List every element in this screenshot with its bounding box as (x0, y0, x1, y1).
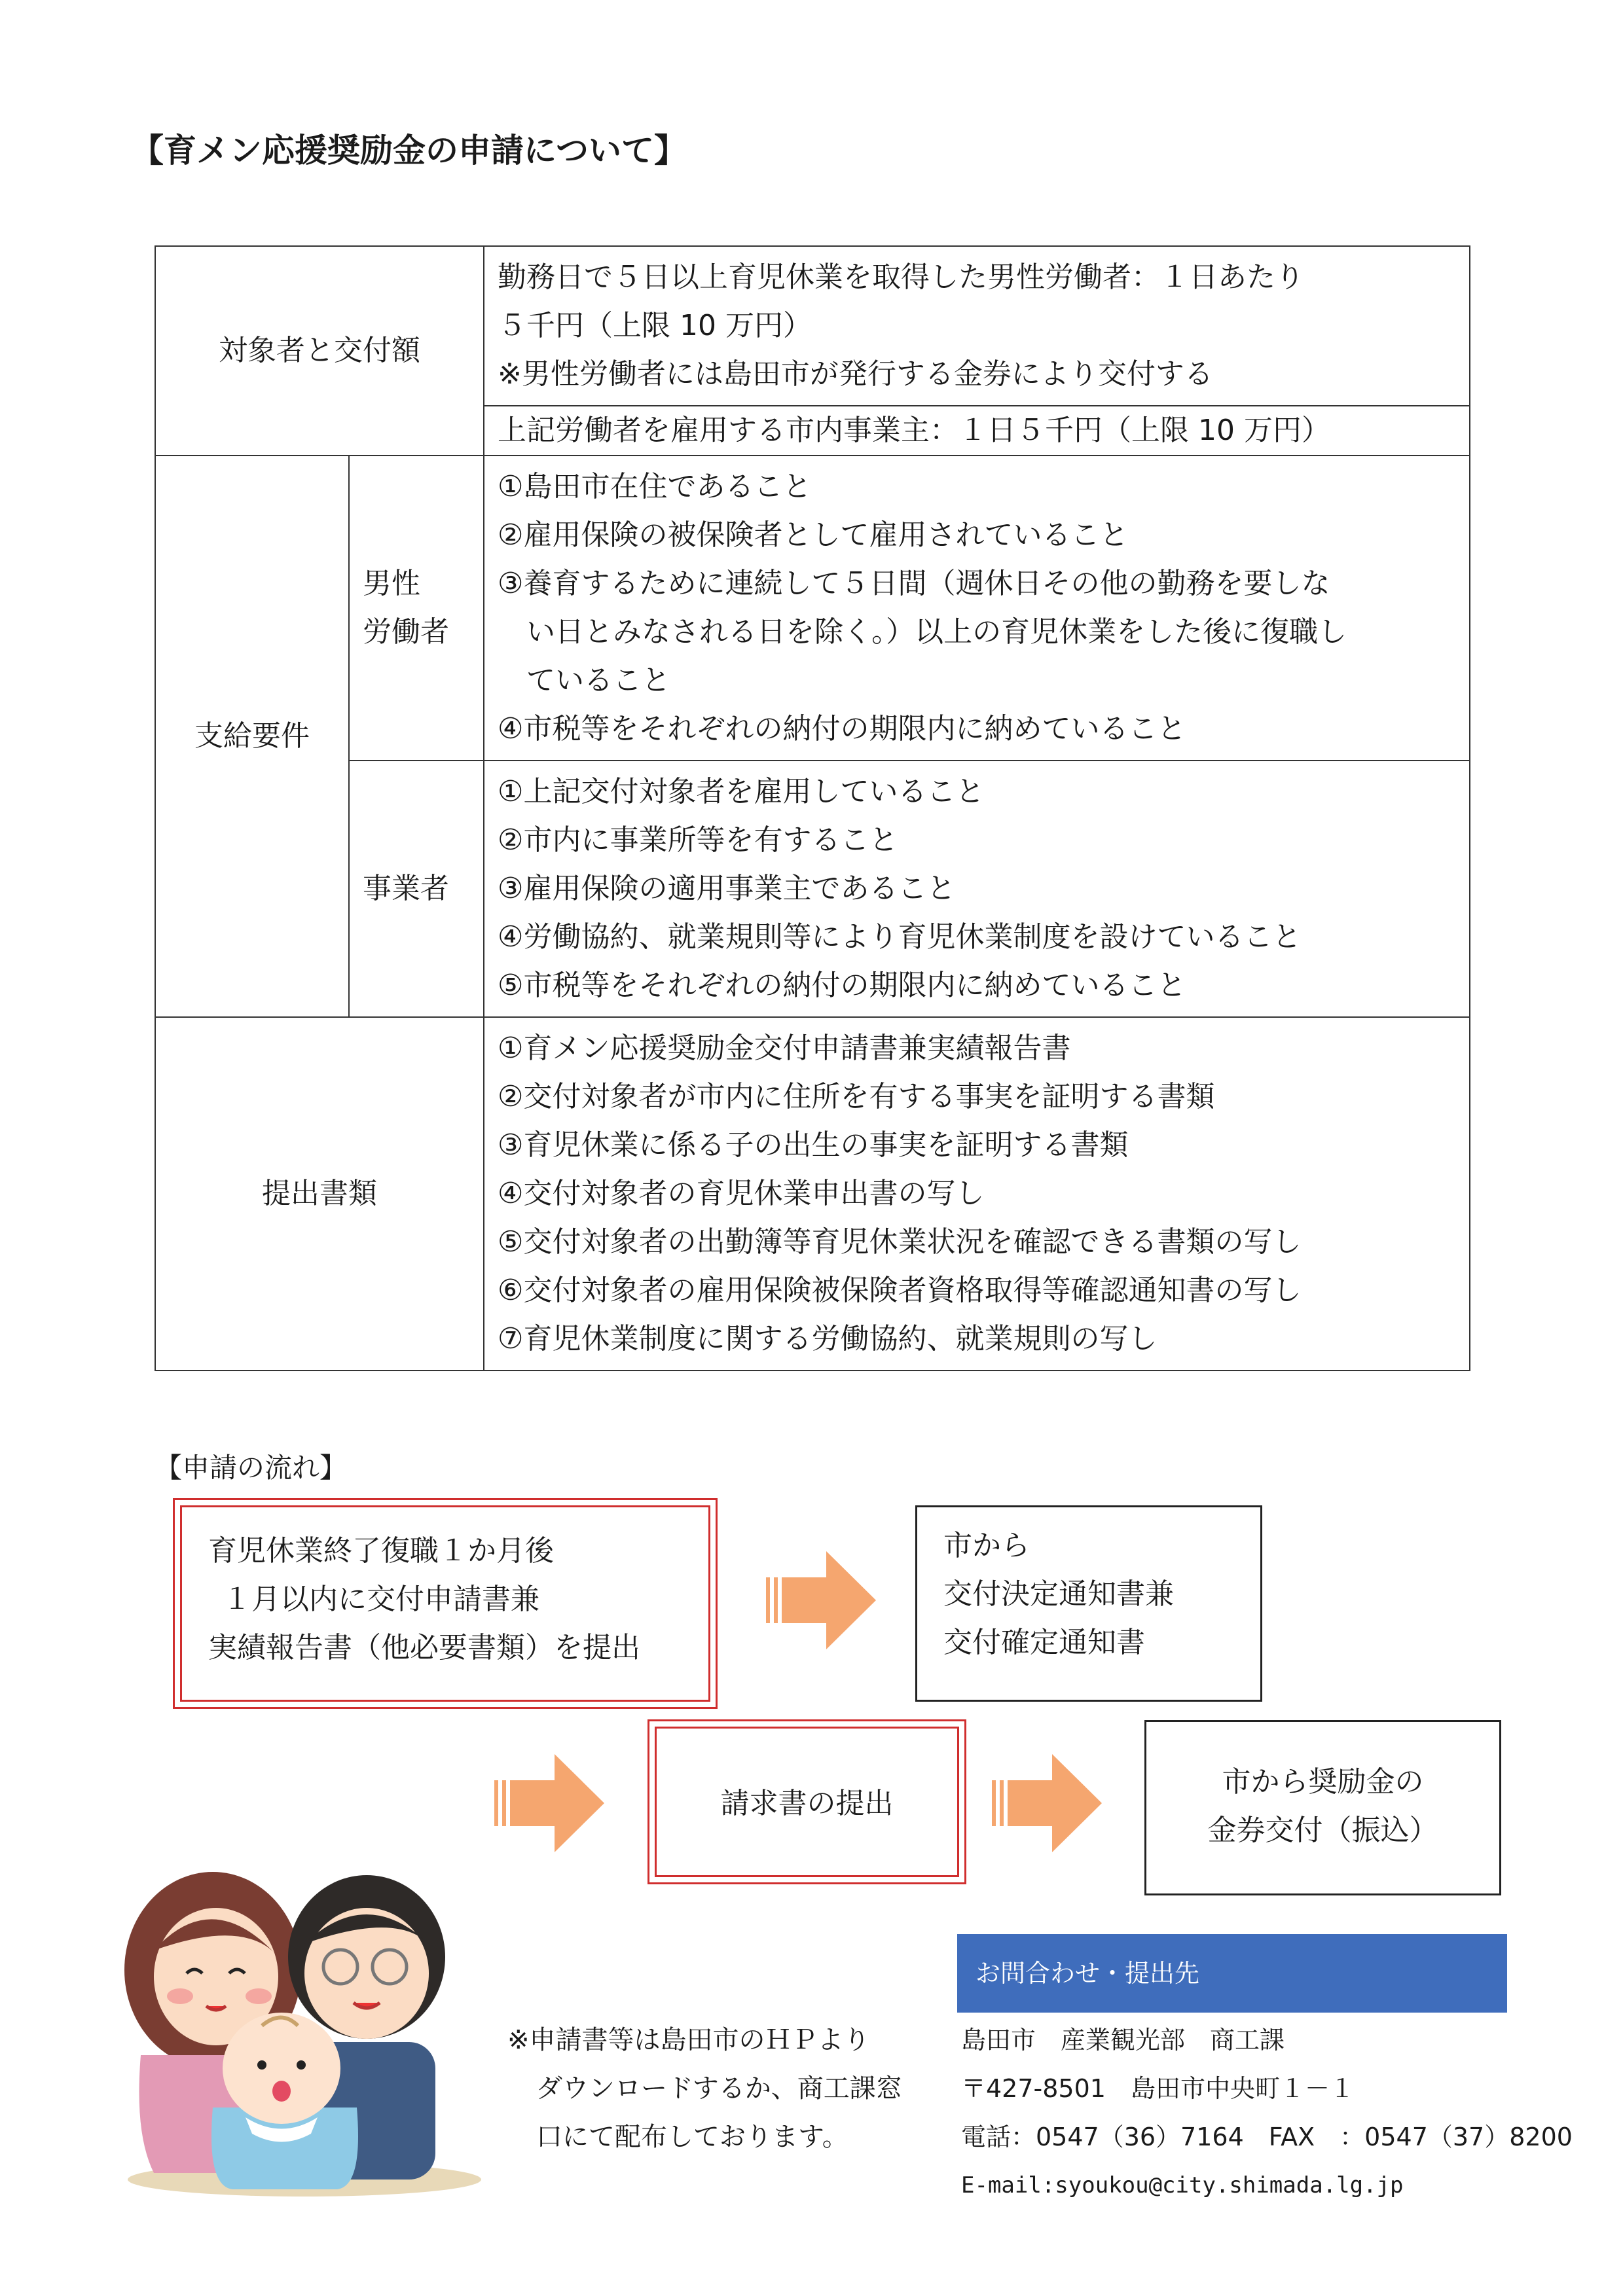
flow-step-notice (915, 1505, 1262, 1702)
download-note (507, 2016, 902, 2161)
family-illustration-icon (115, 1859, 481, 2199)
list-item: ③育児休業に係る子の出生の事実を証明する書類 (498, 1128, 1129, 1162)
target-amount-employer: 上記労働者を雇用する市内事業主：１日５千円（上限 10 万円） (484, 406, 1470, 456)
note-line: ※申請書等は島田市のＨＰより (507, 2025, 870, 2055)
list-item: ⑤市税等をそれぞれの納付の期限内に納めていること (498, 969, 1186, 1002)
list-item: ⑦育児休業制度に関する労働協約、就業規則の写し (498, 1322, 1158, 1355)
list-item: ５千円（上限 10 万円） (498, 309, 812, 342)
documents-header: 提出書類 (155, 1017, 484, 1371)
contact-dept: 島田市 産業観光部 商工課 (961, 2026, 1285, 2054)
list-item: ②雇用保険の被保険者として雇用されていること (498, 518, 1129, 552)
flow-step-line: 交付決定通知書兼 (943, 1577, 1174, 1611)
requirements-table (155, 245, 1470, 1371)
table-row (155, 246, 1470, 406)
flow-step-invoice: 請求書の提出 (655, 1727, 959, 1877)
worker-label (349, 456, 484, 761)
employer-requirements (484, 761, 1470, 1017)
documents-list (484, 1017, 1470, 1371)
flow-step-payment (1144, 1720, 1501, 1895)
flow-step-line: 金券交付（振込） (1207, 1814, 1438, 1847)
table-row (155, 456, 1470, 761)
employer-label: 事業者 (349, 761, 484, 1017)
list-item: ⑤交付対象者の出勤簿等育児休業状況を確認できる書類の写し (498, 1225, 1302, 1259)
target-amount-worker (484, 246, 1470, 406)
list-item: ①島田市在住であること (498, 470, 812, 503)
contact-info (961, 2016, 1573, 2210)
flow-step-apply (180, 1505, 710, 1702)
flow-step-line: 交付確定通知書 (943, 1626, 1145, 1659)
list-item: ④市税等をそれぞれの納付の期限内に納めていること (498, 712, 1186, 745)
list-item: ていること (526, 664, 670, 697)
worker-label-line: 男性 (363, 567, 420, 600)
worker-label-line: 労働者 (363, 615, 449, 649)
page-title: 【育メン応援奨励金の申請について】 (131, 132, 687, 170)
list-item: ④労働協約、就業規則等により育児休業制度を設けていること (498, 920, 1302, 954)
contact-header: お問合わせ・提出先 (957, 1934, 1507, 2013)
contact-phone: 電話：0547（36）7164 FAX ：0547（37）8200 (961, 2123, 1573, 2151)
list-item: ③養育するために連続して５日間（週休日その他の勤務を要しな (498, 567, 1330, 600)
flow-arrow-icon (766, 1551, 877, 1649)
list-item: ②交付対象者が市内に住所を有する事実を証明する書類 (498, 1080, 1215, 1113)
flow-step-line: 実績報告書（他必要書類）を提出 (208, 1631, 640, 1664)
table-row (155, 761, 1470, 1017)
worker-requirements (484, 456, 1470, 761)
list-item: ⑥交付対象者の雇用保険被保険者資格取得等確認通知書の写し (498, 1274, 1302, 1307)
flow-step-line: 育児休業終了復職１か月後 (208, 1534, 554, 1568)
flow-step-line: １月以内に交付申請書兼 (223, 1583, 539, 1616)
flow-arrow-icon (494, 1754, 606, 1852)
list-item: い日とみなされる日を除く。）以上の育児休業をした後に復職し (526, 615, 1347, 649)
flow-title: 【申請の流れ】 (155, 1452, 348, 1484)
flow-arrow-icon (992, 1754, 1103, 1852)
list-item: ①育メン応援奨励金交付申請書兼実績報告書 (498, 1031, 1071, 1065)
flow-step-line: 市から奨励金の (1222, 1765, 1424, 1799)
list-item: ③雇用保険の適用事業主であること (498, 872, 956, 905)
list-item: ①上記交付対象者を雇用していること (498, 775, 985, 808)
flow-step-line: 市から (943, 1529, 1030, 1562)
list-item: ②市内に事業所等を有すること (498, 823, 898, 857)
list-item: ※男性労働者には島田市が発行する金券により交付する (498, 357, 1213, 391)
list-item: ④交付対象者の育児休業申出書の写し (498, 1177, 985, 1210)
contact-email[interactable]: E-mail:syoukou@city.shimada.lg.jp (961, 2172, 1404, 2198)
requirements-header: 支給要件 (155, 456, 349, 1017)
note-line: ダウンロードするか、商工課窓 (536, 2073, 902, 2104)
table-row (155, 1017, 1470, 1371)
note-line: 口にて配布しております。 (536, 2122, 848, 2152)
target-header: 対象者と交付額 (155, 246, 484, 456)
contact-address: 〒427-8501 島田市中央町１－１ (961, 2074, 1355, 2103)
list-item: 勤務日で５日以上育児休業を取得した男性労働者：１日あたり (498, 260, 1304, 294)
